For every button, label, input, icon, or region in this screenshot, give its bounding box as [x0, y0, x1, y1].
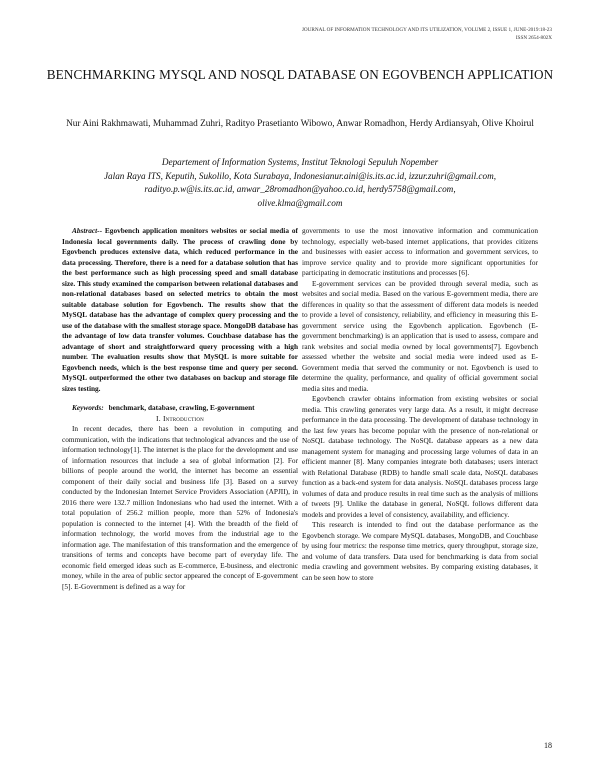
- section-number: I.: [156, 413, 161, 423]
- affiliation-line-1: Departement of Information Systems, Institut Teknologi Sepuluh Nopember: [161, 157, 439, 167]
- keywords: [62, 403, 298, 414]
- author-list: Nur Aini Rakhmawati, Muhammad Zuhri, Radityo Prasetianto Wibowo, Anwar Romadhon, Herdy Ardiansyah, Olive Khoirul: [66, 119, 534, 129]
- journal-title: JOURNAL OF INFORMATION TECHNOLOGY AND ITS UTILIZATION, VOLUME 2, ISSUE 1, JUNE-2019:18-23: [301, 27, 552, 33]
- section-title: Introduction: [162, 413, 204, 423]
- section-heading-introduction: [62, 414, 298, 425]
- abstract-text: - Egovbench application monitors websites or social media of Indonesia local governments daily. The process of crawling done by Egovbench produces extensive data, which reduced performance in the data processing. Therefore, there is a need for a database solution that has the best performance such as high processing speed and small database size. This study examined the comparison between relational databases and non-relational databases based on selected metrics to obtain the most suitable database solution for Egovbench. The results show that the MySQL database has the advantage of complex query processing and the use of the database with the smallest storage space. MongoDB database has the advantage of low data transfer volumes. Couchbase database has the advantage of short and straightforward query processing with a high number. The evaluation results show that MySQL is more suitable for Egovbench needs, which is the best response time and query per second. MySQL outperformed the other two databases on backup and storage file sizes testing.: [62, 226, 298, 393]
- affiliation-line-3: radityo.p.w@is.its.ac.id, anwar_28romadhon@yahoo.co.id, herdy5758@gmail.com,: [144, 184, 456, 195]
- right-column: [302, 226, 538, 583]
- keywords-label: Keywords:: [72, 403, 104, 412]
- right-paragraph: governments to use the most innovative information and communication technology, especially web-based internet applications, that provides citizens and businesses with easier access to information and government services, to improve service quality and to provide more significant opportunities for participating in democratic institutions and processes [6].: [302, 226, 538, 277]
- abstract-label: Abstract-: [72, 226, 100, 235]
- right-paragraph: E-government services can be provided through several media, such as websites and social media. Based on the various E-government media, there are differences in quality so that the assessment of different data models is needed to provide a level of consistency, reliability, and efficiency in measuring this E-government service using the Egovbench application. Egovbench (E-government benchmarking) is an application that is used to assess, compare and rank websites and social media owned by local governments[7]. Egovbench assessed whether the website and social media were indeed used as E-Government media that served the community or not. Egovbench is used to determine the quality, performance, and quality of official government social media sites and media.: [302, 278, 538, 393]
- journal-issn: ISSN 2654-802X: [515, 35, 552, 41]
- right-paragraph: Egovbench crawler obtains information from existing websites or social media. This crawling generates very large data. As a result, it might decrease performance in the data processing. The development of database technology in the last few years has become popular with the presence of non-relational or NoSQL database technology. The NoSQL database appears as a new data management system for managing and processing large volumes of data in an efficient manner [8]. Many companies integrate both databases; users interact with Relational Database (RDB) to handle small scale data, NoSQL databases function as a back-end system for data analysis. NoSQL databases process large volumes of data and produce results in real time such as the analysis of millions of tweets [9]. Unlike the database in general, NoSQL follows different data models and provides a level of consistency, availability, and efficiency.: [302, 394, 538, 519]
- left-paragraph: In recent decades, there has been a revolution in computing and communication, with the indications that technological advances and the use of information technology[1]. The internet is the place for the development and use of information resources that include a sea of global information [2]. For billions of people around the world, the internet has become an essential component of their daily social and business life [3]. Based on a survey conducted by the Indonesian Internet Service Providers Association (APJII), in 2016 there were 132.7 million Indonesians who had used the internet. With a total population of 256.2 million people, more than 52% of Indonesia's population is connected to the internet [4]. With the breadth of the field of information technology, the world moves from the industrial age to the information age. The manifestation of this transformation and the emergence of transitions of terms and concepts have become part of everyday life. The economic field emerged ideas such as E-commerce, E-business, and electronic money, while in the area of public sector appeared the concept of E-government [5]. E-Government is defined as a way for: [62, 424, 298, 591]
- left-column: [62, 226, 298, 592]
- keywords-text: benchmark, database, crawling, E-government: [108, 403, 255, 412]
- affiliation-line-2: Jalan Raya ITS, Keputih, Sukolilo, Kota Surabaya, Indonesianur.aini@is.its.ac.id, izzur.zuhri@gmail.com,: [103, 170, 497, 181]
- affiliation-line-4: olive.klma@gmail.com: [257, 197, 343, 208]
- affiliation: [60, 156, 540, 210]
- right-paragraph: This research is intended to find out the database performance as the Egovbench storage. We compare MySQL databases, MongoDB, and Couchbase by using four metrics: the response time metrics, query throughput, storage size, and volume of data transfers. Data used for benchmarking is data from social media crawling and government websites. By comparing existing databases, it can be seen how to store: [302, 520, 538, 582]
- journal-header: [290, 26, 552, 42]
- page-number: 18: [544, 741, 552, 750]
- abstract: [62, 226, 298, 394]
- paper-title: BENCHMARKING MYSQL AND NOSQL DATABASE ON EGOVBENCH APPLICATION: [46, 67, 554, 82]
